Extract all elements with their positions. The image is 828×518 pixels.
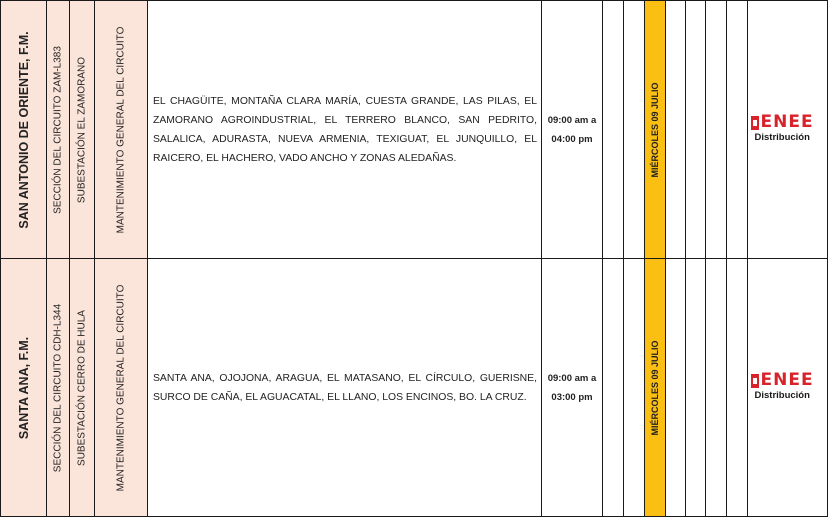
empty-cell [623,0,645,259]
logo-subtitle: Distribución [754,131,810,143]
logo-cell [747,258,828,517]
affected-areas-text: SANTA ANA, OJOJONA, ARAGUA, EL MATASANO, EL CÍRCULO, GUERISNE, SURCO DE CAÑA, EL AGUACATAL, EL LLANO, LOS ENCINOS, BO. LA CRUZ. [153,372,537,403]
location-cell [0,0,47,259]
logo-word: ENEE [760,111,814,132]
substation-cell [69,258,95,517]
enee-logo [751,113,825,147]
enee-logo [751,371,825,405]
affected-areas-text: EL CHAGÜITE, MONTAÑA CLARA MARÍA, CUESTA GRANDE, LAS PILAS, EL ZAMORANO AGROINDUSTRIAL, EL TERRERO BLANCO, SAN PEDRITO, SALALICA, ADURASTA, NUEVA ARMENIA, TEXIGUAT, EL JUNQUILLO, EL RAICERO, EL HACHERO, VADO ANCHO Y ZONAS ALEDAÑAS. [153,95,537,164]
substation-label: SUBESTACIÓN CERRO DE HULA [76,309,88,466]
circuit-label: SECCIÓN DEL CIRCUITO ZAM-L383 [52,45,64,214]
enee-mark-icon [751,374,759,388]
time-cell [541,0,603,259]
empty-cell [705,258,727,517]
date-label: MIÉRCOLES 09 JULIO [650,81,660,178]
empty-cell [602,0,624,259]
time-end: 03:00 pm [551,391,593,403]
empty-cell [685,0,706,259]
time-end: 04:00 pm [551,133,593,145]
circuit-label: SECCIÓN DEL CIRCUITO CDH-L344 [52,303,64,472]
location-cell [0,258,47,517]
logo-cell [747,0,828,259]
work-label: MANTENIMIENTO GENERAL DEL CIRCUITO [115,284,127,491]
location-label: SANTA ANA, F.M. [16,336,31,439]
enee-mark-icon [751,116,759,130]
empty-cell [726,0,748,259]
table-row [0,258,828,517]
circuit-cell [46,258,70,517]
logo-word: ENEE [760,369,814,390]
location-label: SAN ANTONIO DE ORIENTE, F.M. [16,30,31,229]
time-start: 09:00 am a [547,114,597,126]
time-range [542,111,602,149]
empty-cell [602,258,624,517]
empty-cell [665,0,686,259]
work-cell [94,258,148,517]
work-label: MANTENIMIENTO GENERAL DEL CIRCUITO [115,26,127,233]
circuit-cell [46,0,70,259]
areas-cell [147,0,542,259]
time-start: 09:00 am a [547,372,597,384]
time-cell [541,258,603,517]
empty-cell [726,258,748,517]
empty-cell [685,258,706,517]
areas-cell [147,258,542,517]
date-label: MIÉRCOLES 09 JULIO [650,339,660,436]
substation-cell [69,0,95,259]
logo-subtitle: Distribución [754,389,810,401]
substation-label: SUBESTACIÓN EL ZAMORANO [76,56,88,203]
empty-cell [623,258,645,517]
empty-cell [665,258,686,517]
time-range [542,369,602,407]
work-cell [94,0,148,259]
date-cell [644,0,666,259]
empty-cell [705,0,727,259]
date-cell [644,258,666,517]
